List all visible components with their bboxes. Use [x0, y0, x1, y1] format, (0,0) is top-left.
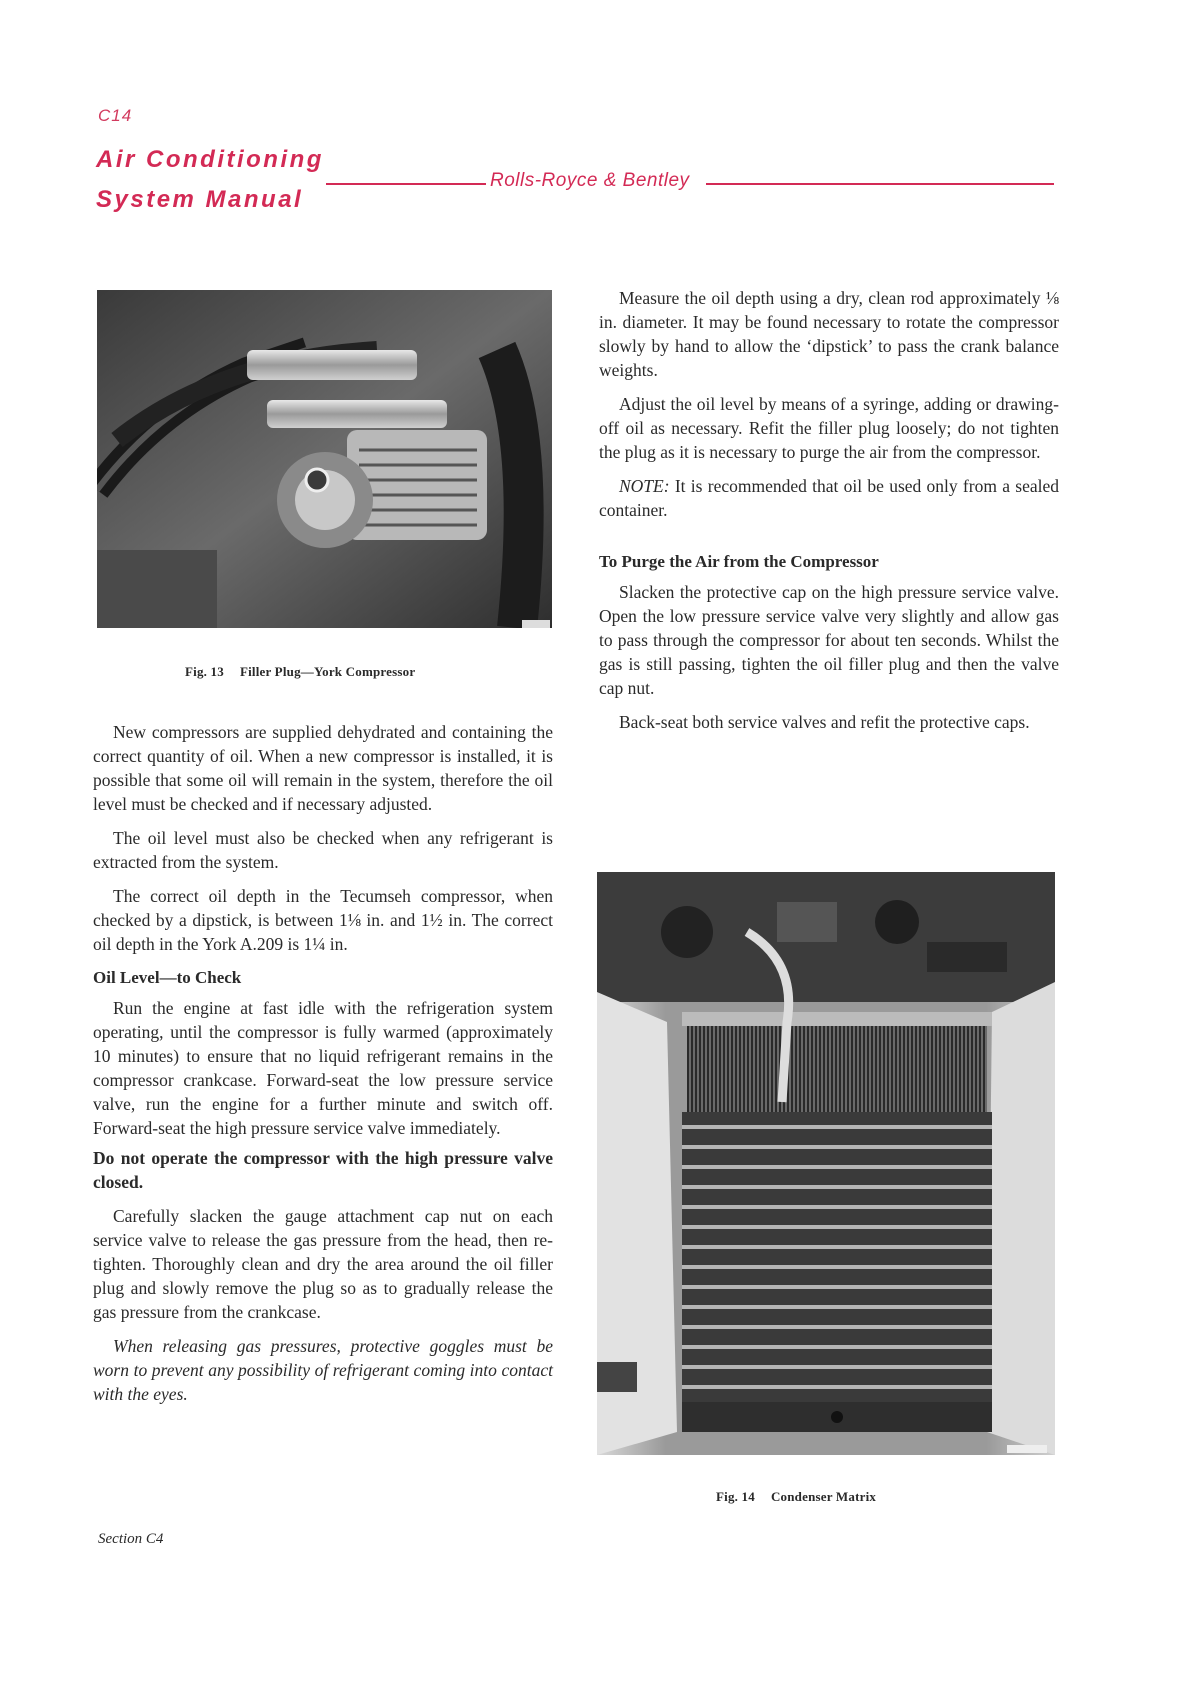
- right-paragraph-slacken-cap: Slacken the protective cap on the high pressure service valve. Open the low pressure service valve very slightly and allow gas to pass through the compressor for about ten seconds. Whilst the gas is still passing, tighten the oil filler plug and then the valve cap nut.: [599, 582, 1059, 698]
- right-column: [599, 286, 1059, 744]
- figure-14-photo: [597, 872, 1055, 1455]
- figure-14-caption: [716, 1489, 876, 1505]
- brand-name: Rolls-Royce & Bentley: [490, 170, 690, 191]
- note-text: It is recommended that oil be used only from a sealed container.: [599, 476, 1059, 520]
- manual-title-line1: Air Conditioning: [96, 146, 324, 173]
- left-paragraph-slacken: Carefully slacken the gauge attachment cap nut on each service valve to release the gas pressure from the head, then re-tighten. Thoroughly clean and dry the area around the oil filler plug and slowly remove the plug so as to gradually release the gas pressure from the crankcase.: [93, 1206, 553, 1322]
- header-rule-left: [326, 183, 486, 185]
- left-paragraph-run-engine: Run the engine at fast idle with the refrigeration system operating, until the compressor is fully warmed (approximately 10 minutes) to ensure that no liquid refrigerant remains in the compressor crankcase. Forward-seat the low pressure service valve, run the engine for a further minute and switch off. Forward-seat the high pressure service valve immediately.: [93, 998, 553, 1138]
- figure-14-number: Fig. 14: [716, 1489, 755, 1504]
- manual-title-line2: System Manual: [96, 186, 304, 213]
- header-rule-right: [706, 183, 1054, 185]
- figure-14-caption-text: Condenser Matrix: [770, 1489, 877, 1504]
- figure-13-caption-text: Filler Plug—York Compressor: [239, 664, 416, 679]
- figure-13-caption: [185, 664, 415, 680]
- section-footer: Section C4: [98, 1531, 164, 1547]
- left-column: [93, 720, 553, 1416]
- note-label: NOTE:: [619, 476, 670, 496]
- left-paragraph-new-compressors: New compressors are supplied dehydrated and containing the correct quantity of oil. When a new compressor is installed, it is possible that some oil will remain in the system, therefore the oil level must be checked and if necessary adjusted.: [93, 722, 553, 814]
- warning-text: Do not operate the compressor with the high pressure valve closed.: [93, 1148, 553, 1192]
- page-number: C14: [98, 106, 133, 125]
- right-paragraph-back-seat: Back-seat both service valves and refit the protective caps.: [619, 712, 1030, 732]
- figure-13-number: Fig. 13: [185, 664, 224, 679]
- heading-purge-air: To Purge the Air from the Compressor: [599, 552, 879, 571]
- caution-text: When releasing gas pressures, protective goggles must be worn to prevent any possibility of refrigerant coming into contact with the eyes.: [93, 1336, 553, 1404]
- figure-13-photo: [97, 290, 552, 628]
- heading-oil-level-check: Oil Level—to Check: [93, 968, 242, 987]
- right-paragraph-adjust: Adjust the oil level by means of a syringe, adding or drawing-off oil as necessary. Refit the filler plug loosely; do not tighten the plug as it is necessary to purge the air from the compressor.: [599, 394, 1059, 462]
- note-paragraph: [599, 474, 1059, 522]
- left-paragraph-oil-depth: The correct oil depth in the Tecumseh compressor, when checked by a dipstick, is between 1⅛ in. and 1½ in. The correct oil depth in the York A.209 is 1¼ in.: [93, 886, 553, 954]
- right-paragraph-measure: Measure the oil depth using a dry, clean rod approximately ⅛ in. diameter. It may be found necessary to rotate the compressor slowly by hand to allow the ‘dipstick’ to pass the crank balance weights.: [599, 288, 1059, 380]
- left-paragraph-refrigerant: The oil level must also be checked when any refrigerant is extracted from the system.: [93, 828, 553, 872]
- manual-title: [96, 140, 324, 220]
